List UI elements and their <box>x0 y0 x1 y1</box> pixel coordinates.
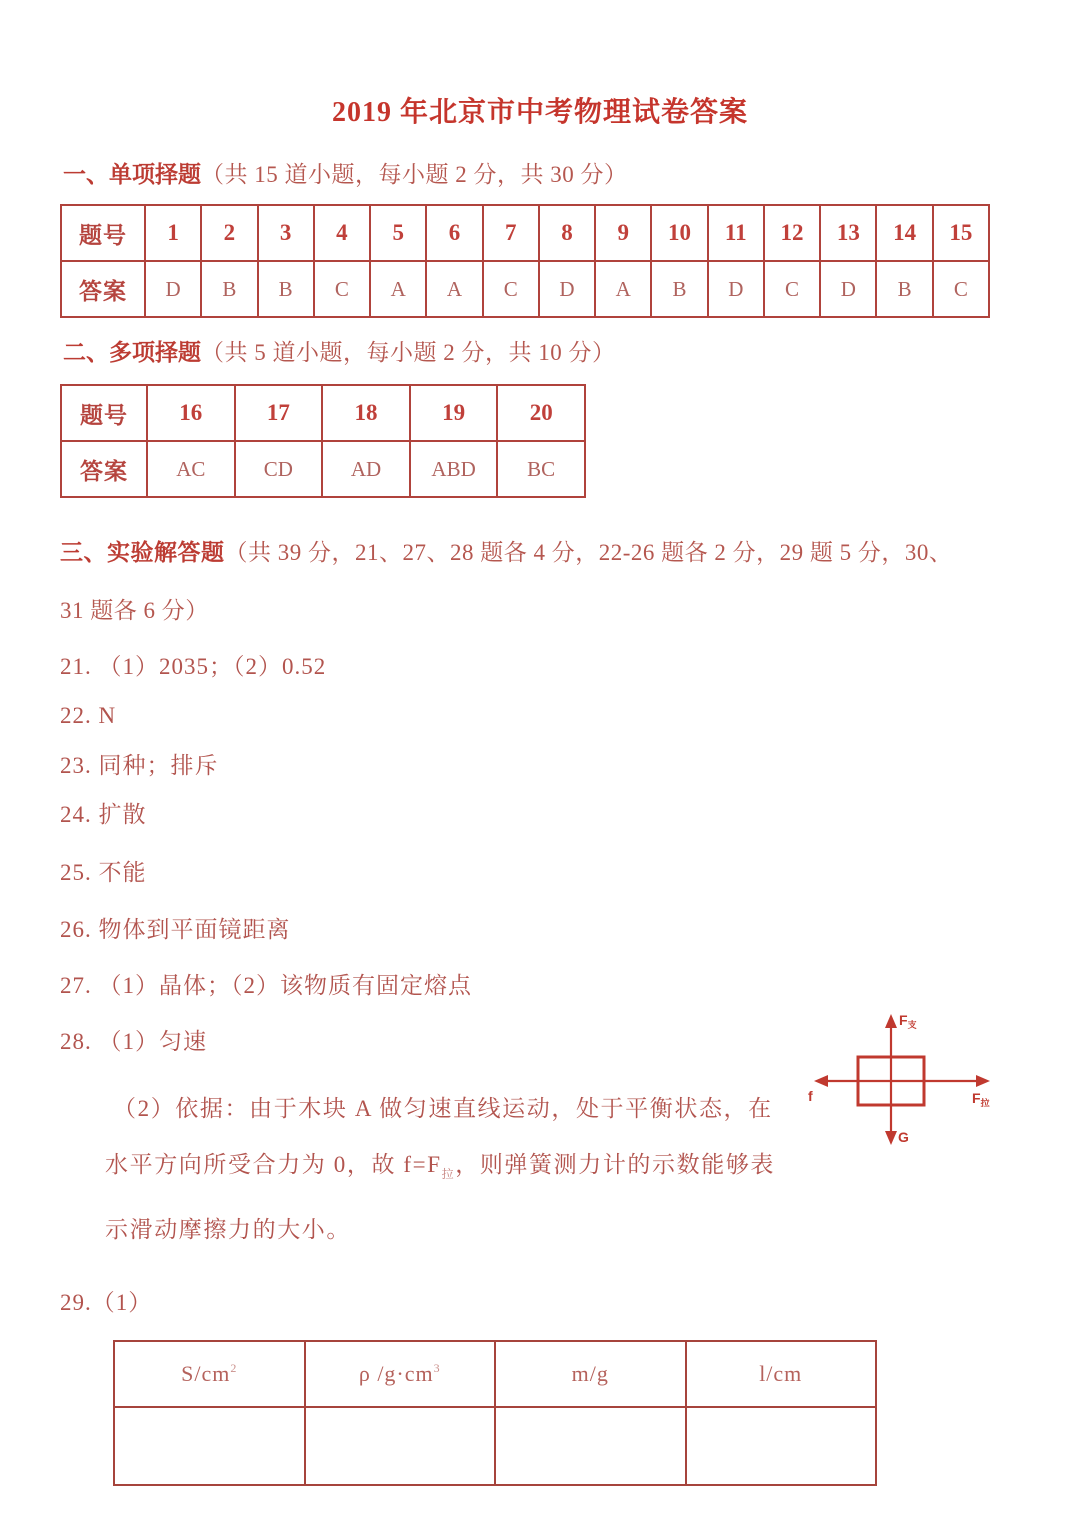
section2-heading-label: 二、多项择题 <box>63 340 201 365</box>
question-number: 8 <box>539 205 595 261</box>
answer-cell: D <box>539 261 595 317</box>
table-empty-row <box>114 1407 876 1485</box>
answer-cell: B <box>651 261 707 317</box>
answer-cell: A <box>426 261 482 317</box>
single-choice-answer-table <box>60 204 990 318</box>
question-number: 4 <box>314 205 370 261</box>
answer-cell: C <box>314 261 370 317</box>
answer-cell: A <box>595 261 651 317</box>
answer-cell: B <box>258 261 314 317</box>
table-header-row <box>114 1341 876 1407</box>
paragraph-text: 水平方向所受合力为 0，故 f=F <box>105 1152 442 1177</box>
section2-heading-note: （共 5 道小题，每小题 2 分，共 10 分） <box>201 340 616 365</box>
section3-heading-note-line2: 31 题各 6 分） <box>60 598 209 623</box>
answer-item-22 <box>60 701 1080 731</box>
row-label-question-number: 题号 <box>61 385 147 441</box>
item-number: 28. <box>60 1029 92 1054</box>
item-text: 扩散 <box>98 802 147 827</box>
question-number: 11 <box>708 205 764 261</box>
answer-cell: C <box>764 261 820 317</box>
question-number: 2 <box>201 205 257 261</box>
paragraph-line <box>105 1137 785 1202</box>
paragraph-line: （2）依据：由于木块 A 做匀速直线运动，处于平衡状态，在 <box>113 1096 773 1121</box>
left-arrowhead <box>814 1075 828 1087</box>
question-number: 14 <box>876 205 932 261</box>
gravity-force-label: G <box>898 1129 909 1145</box>
question-number: 19 <box>410 385 498 441</box>
item-text: N <box>98 703 117 728</box>
header-text: ρ /g·cm <box>358 1360 434 1386</box>
item-number: 24. <box>60 802 92 827</box>
question-number: 6 <box>426 205 482 261</box>
force-symbol-sub: 支 <box>907 1020 917 1030</box>
question-number: 3 <box>258 205 314 261</box>
up-arrowhead <box>885 1014 897 1028</box>
question-number: 5 <box>370 205 426 261</box>
section1-heading-note: （共 15 道小题，每小题 2 分，共 30 分） <box>201 162 628 187</box>
answer-cell: C <box>933 261 989 317</box>
answer-item-24 <box>60 800 1080 830</box>
answer-cell: AD <box>322 441 410 497</box>
header-sup: 3 <box>433 1361 441 1376</box>
section2-heading <box>63 338 1080 368</box>
page-title: 2019 年北京市中考物理试卷答案 <box>331 97 748 128</box>
header-sup: 2 <box>230 1361 238 1376</box>
answer-cell: D <box>708 261 764 317</box>
answer-item-28-part2 <box>105 1081 785 1258</box>
force-symbol: F <box>972 1090 981 1106</box>
section1-heading <box>63 160 1080 190</box>
section3-heading <box>60 524 1080 640</box>
multi-choice-answer-table <box>60 384 586 498</box>
empty-cell <box>114 1407 305 1485</box>
item-text: （1）晶体；（2）该物质有固定熔点 <box>98 973 472 998</box>
paragraph-line: 示滑动摩擦力的大小。 <box>105 1216 351 1242</box>
question-number: 13 <box>820 205 876 261</box>
header-mass <box>495 1341 686 1407</box>
section1-heading-label: 一、单项择题 <box>63 162 201 187</box>
answer-cell: AC <box>147 441 235 497</box>
answer-cell: ABD <box>410 441 498 497</box>
item-text: 同种；排斥 <box>98 753 219 778</box>
item-text: （1）匀速 <box>98 1029 207 1054</box>
question-number: 17 <box>235 385 323 441</box>
table-row <box>61 205 989 261</box>
table-row <box>61 441 585 497</box>
table-row <box>61 261 989 317</box>
item-number: 27. <box>60 973 92 998</box>
question-number: 10 <box>651 205 707 261</box>
force-symbol-sub: 拉 <box>980 1098 990 1108</box>
answer-item-29: 29.（1） <box>60 1289 153 1315</box>
right-arrowhead <box>976 1075 990 1087</box>
empty-cell <box>305 1407 496 1485</box>
question-number: 12 <box>764 205 820 261</box>
header-text: l/cm <box>759 1360 803 1386</box>
empty-cell <box>686 1407 877 1485</box>
item-number: 21. <box>60 654 92 679</box>
question-number: 15 <box>933 205 989 261</box>
question-number: 18 <box>322 385 410 441</box>
question-number: 1 <box>145 205 201 261</box>
header-text: m/g <box>571 1360 609 1386</box>
answer-cell: B <box>201 261 257 317</box>
table-row <box>61 385 585 441</box>
section3-heading-note-line1: （共 39 分，21、27、28 题各 4 分，22-26 题各 2 分，29 题 5 分，30、 <box>224 540 953 565</box>
item-number: 25. <box>60 860 92 885</box>
empty-cell <box>495 1407 686 1485</box>
header-area <box>114 1341 305 1407</box>
header-text: S/cm <box>181 1360 231 1386</box>
answer-cell: B <box>876 261 932 317</box>
row-label-answer: 答案 <box>61 441 147 497</box>
answer-item-21 <box>60 652 1080 682</box>
answer-cell: A <box>370 261 426 317</box>
item-text: 不能 <box>98 860 147 885</box>
answer-item-26 <box>60 915 1080 945</box>
item-text: 物体到平面镜距离 <box>98 917 291 942</box>
answer-cell: C <box>483 261 539 317</box>
down-arrowhead <box>885 1131 897 1145</box>
question-number: 9 <box>595 205 651 261</box>
force-diagram <box>800 1002 1015 1157</box>
answer-cell: D <box>145 261 201 317</box>
question-number: 16 <box>147 385 235 441</box>
answer-cell: D <box>820 261 876 317</box>
row-label-answer: 答案 <box>61 261 145 317</box>
force-symbol: F <box>899 1012 908 1028</box>
question-number: 7 <box>483 205 539 261</box>
paragraph-text: ，则弹簧测力计的示数能够表 <box>455 1152 776 1177</box>
item-text: （1）2035；（2）0.52 <box>98 654 327 679</box>
q29-data-table <box>113 1340 877 1486</box>
question-number: 20 <box>497 385 585 441</box>
support-force-label <box>899 1012 917 1031</box>
section3-heading-label: 三、实验解答题 <box>60 540 225 565</box>
answer-cell: BC <box>497 441 585 497</box>
friction-force-label: f <box>808 1088 813 1104</box>
answer-item-23 <box>60 751 1080 781</box>
item-number: 26. <box>60 917 92 942</box>
row-label-question-number: 题号 <box>61 205 145 261</box>
answer-item-25 <box>60 858 1080 888</box>
answer-cell: CD <box>235 441 323 497</box>
item-number: 23. <box>60 753 92 778</box>
answer-item-27 <box>60 971 1080 1001</box>
item-number: 22. <box>60 703 92 728</box>
header-length <box>686 1341 877 1407</box>
force-subscript: 拉 <box>441 1166 456 1181</box>
header-density <box>305 1341 496 1407</box>
pull-force-label <box>972 1090 990 1109</box>
